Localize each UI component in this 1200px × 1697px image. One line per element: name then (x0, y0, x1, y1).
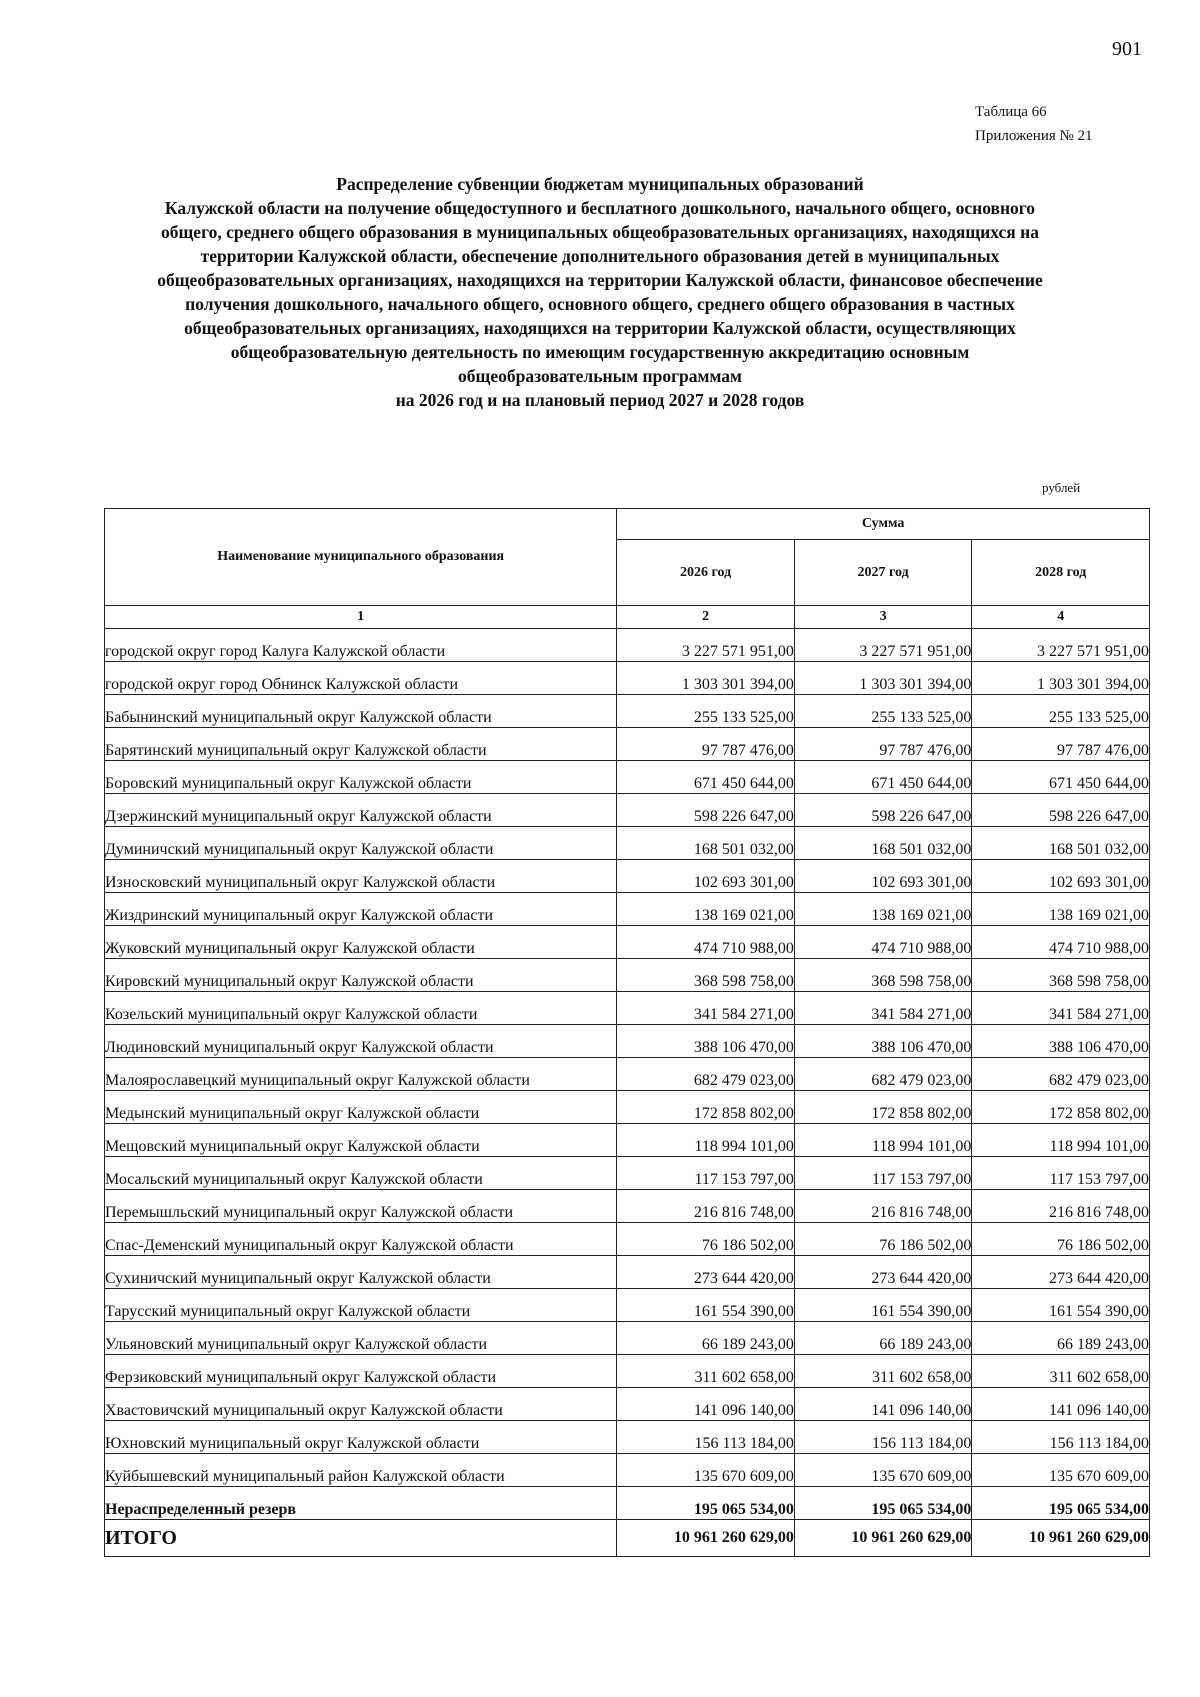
header-name: Наименование муниципального образования (105, 509, 617, 606)
column-number: 2 (617, 606, 795, 629)
table-row (105, 1157, 1150, 1190)
amount-2026: 135 670 609,00 (617, 1454, 795, 1487)
amount-2026: 97 787 476,00 (617, 728, 795, 761)
amount-2027: 118 994 101,00 (794, 1124, 972, 1157)
amount-2027: 76 186 502,00 (794, 1223, 972, 1256)
amount-2028: 341 584 271,00 (972, 992, 1150, 1025)
table-row (105, 1058, 1150, 1091)
amount-2027: 682 479 023,00 (794, 1058, 972, 1091)
amount-2028: 311 602 658,00 (972, 1355, 1150, 1388)
amount-2026: 1 303 301 394,00 (617, 662, 795, 695)
amount-2028: 138 169 021,00 (972, 893, 1150, 926)
municipality-name: Медынский муниципальный округ Калужской области (105, 1091, 617, 1124)
amount-2028: 216 816 748,00 (972, 1190, 1150, 1223)
amount-2028: 598 226 647,00 (972, 794, 1150, 827)
amount-2026: 671 450 644,00 (617, 761, 795, 794)
amount-2027: 273 644 420,00 (794, 1256, 972, 1289)
amount-2028: 102 693 301,00 (972, 860, 1150, 893)
table-row (105, 1124, 1150, 1157)
municipality-name: Боровский муниципальный округ Калужской области (105, 761, 617, 794)
amount-2026: 682 479 023,00 (617, 1058, 795, 1091)
amount-2028: 161 554 390,00 (972, 1289, 1150, 1322)
table-row (105, 926, 1150, 959)
header-sum: Сумма (617, 509, 1150, 540)
amount-2026: 255 133 525,00 (617, 695, 795, 728)
total-label: ИТОГО (105, 1520, 617, 1557)
table-row (105, 1289, 1150, 1322)
table-row (105, 992, 1150, 1025)
amount-2026: 141 096 140,00 (617, 1388, 795, 1421)
amount-2027: 117 153 797,00 (794, 1157, 972, 1190)
column-numbers-row (105, 606, 1150, 629)
amount-2027: 368 598 758,00 (794, 959, 972, 992)
table-row (105, 794, 1150, 827)
title-line: общеобразовательных организациях, находящихся на территории Калужской области, финансовое обеспечение (157, 270, 1043, 290)
amount-2027: 156 113 184,00 (794, 1421, 972, 1454)
header-year-2028: 2028 год (972, 540, 1150, 606)
municipality-name: Бабынинский муниципальный округ Калужской области (105, 695, 617, 728)
table-row (105, 860, 1150, 893)
municipality-name: Спас-Деменский муниципальный округ Калужской области (105, 1223, 617, 1256)
municipality-name: Кировский муниципальный округ Калужской области (105, 959, 617, 992)
municipality-name: Мосальский муниципальный округ Калужской области (105, 1157, 617, 1190)
amount-2026: 311 602 658,00 (617, 1355, 795, 1388)
document-title (95, 172, 1105, 412)
amount-2028: 66 189 243,00 (972, 1322, 1150, 1355)
amount-2028: 3 227 571 951,00 (972, 629, 1150, 662)
column-number: 1 (105, 606, 617, 629)
municipality-name: Жиздринский муниципальный округ Калужской области (105, 893, 617, 926)
municipality-name: Износковский муниципальный округ Калужской области (105, 860, 617, 893)
amount-2026: 168 501 032,00 (617, 827, 795, 860)
municipality-name: Куйбышевский муниципальный район Калужской области (105, 1454, 617, 1487)
table-row (105, 1355, 1150, 1388)
amount-2027: 172 858 802,00 (794, 1091, 972, 1124)
title-line: Калужской области на получение общедоступного и бесплатного дошкольного, начального общего, основного (164, 198, 1036, 218)
amount-2026: 118 994 101,00 (617, 1124, 795, 1157)
amount-2028: 273 644 420,00 (972, 1256, 1150, 1289)
header-year-2026: 2026 год (617, 540, 795, 606)
reserve-row (105, 1487, 1150, 1520)
amount-2027: 66 189 243,00 (794, 1322, 972, 1355)
amount-2028: 135 670 609,00 (972, 1454, 1150, 1487)
amount-2027: 671 450 644,00 (794, 761, 972, 794)
amount-2027: 138 169 021,00 (794, 893, 972, 926)
amount-2027: 311 602 658,00 (794, 1355, 972, 1388)
table-number: Таблица 66 (975, 104, 1047, 120)
title-line: получения дошкольного, начального общего, основного общего, среднего общего образования в частных (185, 294, 1015, 314)
amount-2028: 172 858 802,00 (972, 1091, 1150, 1124)
reserve-2028: 195 065 534,00 (972, 1487, 1150, 1520)
reserve-2027: 195 065 534,00 (794, 1487, 972, 1520)
amount-2026: 76 186 502,00 (617, 1223, 795, 1256)
municipality-name: Сухиничский муниципальный округ Калужской области (105, 1256, 617, 1289)
amount-2026: 156 113 184,00 (617, 1421, 795, 1454)
municipality-name: Жуковский муниципальный округ Калужской области (105, 926, 617, 959)
total-row (105, 1520, 1150, 1557)
amount-2027: 102 693 301,00 (794, 860, 972, 893)
reserve-2026: 195 065 534,00 (617, 1487, 795, 1520)
total-2028: 10 961 260 629,00 (972, 1520, 1150, 1557)
table-row (105, 1091, 1150, 1124)
table-row (105, 728, 1150, 761)
title-line: Распределение субвенции бюджетам муниципальных образований (336, 174, 864, 194)
table-row (105, 827, 1150, 860)
amount-2028: 1 303 301 394,00 (972, 662, 1150, 695)
table-row (105, 1421, 1150, 1454)
amount-2028: 682 479 023,00 (972, 1058, 1150, 1091)
municipality-name: Юхновский муниципальный округ Калужской области (105, 1421, 617, 1454)
amount-2028: 118 994 101,00 (972, 1124, 1150, 1157)
municipality-name: городской округ город Обнинск Калужской области (105, 662, 617, 695)
column-number: 4 (972, 606, 1150, 629)
table-row (105, 893, 1150, 926)
municipality-name: городской округ город Калуга Калужской области (105, 629, 617, 662)
amount-2028: 671 450 644,00 (972, 761, 1150, 794)
amount-2028: 168 501 032,00 (972, 827, 1150, 860)
municipality-name: Барятинский муниципальный округ Калужской области (105, 728, 617, 761)
amount-2026: 138 169 021,00 (617, 893, 795, 926)
title-line: общего, среднего общего образования в муниципальных общеобразовательных организациях, находящихся на (161, 222, 1039, 242)
municipality-name: Тарусский муниципальный округ Калужской области (105, 1289, 617, 1322)
amount-2028: 156 113 184,00 (972, 1421, 1150, 1454)
table-row (105, 1025, 1150, 1058)
title-line: общеобразовательных организациях, находящихся на территории Калужской области, осуществляющих (184, 318, 1016, 338)
amount-2027: 3 227 571 951,00 (794, 629, 972, 662)
municipality-name: Малоярославецкий муниципальный округ Калужской области (105, 1058, 617, 1091)
amount-2028: 474 710 988,00 (972, 926, 1150, 959)
amount-2028: 117 153 797,00 (972, 1157, 1150, 1190)
amount-2026: 273 644 420,00 (617, 1256, 795, 1289)
title-line: территории Калужской области, обеспечение дополнительного образования детей в муниципальных (200, 246, 1000, 266)
municipality-name: Перемышльский муниципальный округ Калужской области (105, 1190, 617, 1223)
total-2026: 10 961 260 629,00 (617, 1520, 795, 1557)
amount-2027: 1 303 301 394,00 (794, 662, 972, 695)
amount-2026: 598 226 647,00 (617, 794, 795, 827)
amount-2027: 474 710 988,00 (794, 926, 972, 959)
municipality-name: Хвастовичский муниципальный округ Калужской области (105, 1388, 617, 1421)
amount-2027: 168 501 032,00 (794, 827, 972, 860)
table-row (105, 1223, 1150, 1256)
table-row (105, 1190, 1150, 1223)
amount-2026: 3 227 571 951,00 (617, 629, 795, 662)
table-row (105, 1454, 1150, 1487)
amount-2026: 474 710 988,00 (617, 926, 795, 959)
amount-2026: 216 816 748,00 (617, 1190, 795, 1223)
amount-2026: 102 693 301,00 (617, 860, 795, 893)
title-line: общеобразовательным программам (458, 366, 742, 386)
municipality-name: Думиничский муниципальный округ Калужской области (105, 827, 617, 860)
units-label: рублей (1042, 480, 1081, 495)
amount-2026: 172 858 802,00 (617, 1091, 795, 1124)
amount-2027: 141 096 140,00 (794, 1388, 972, 1421)
amount-2026: 66 189 243,00 (617, 1322, 795, 1355)
amount-2028: 255 133 525,00 (972, 695, 1150, 728)
column-number: 3 (794, 606, 972, 629)
header-year-2027: 2027 год (794, 540, 972, 606)
municipality-name: Людиновский муниципальный округ Калужской области (105, 1025, 617, 1058)
table-row (105, 662, 1150, 695)
table-row (105, 1388, 1150, 1421)
amount-2028: 368 598 758,00 (972, 959, 1150, 992)
amount-2027: 598 226 647,00 (794, 794, 972, 827)
appendix-number: Приложения № 21 (975, 128, 1093, 144)
amount-2026: 117 153 797,00 (617, 1157, 795, 1190)
amount-2028: 388 106 470,00 (972, 1025, 1150, 1058)
municipality-name: Мещовский муниципальный округ Калужской области (105, 1124, 617, 1157)
title-line: общеобразовательную деятельность по имеющим государственную аккредитацию основным (230, 342, 970, 362)
amount-2026: 368 598 758,00 (617, 959, 795, 992)
amount-2026: 341 584 271,00 (617, 992, 795, 1025)
table-row (105, 695, 1150, 728)
amount-2028: 76 186 502,00 (972, 1223, 1150, 1256)
total-2027: 10 961 260 629,00 (794, 1520, 972, 1557)
table-reference (975, 100, 1093, 148)
table-row (105, 761, 1150, 794)
amount-2028: 97 787 476,00 (972, 728, 1150, 761)
amount-2027: 97 787 476,00 (794, 728, 972, 761)
amount-2026: 388 106 470,00 (617, 1025, 795, 1058)
amount-2028: 141 096 140,00 (972, 1388, 1150, 1421)
amount-2027: 388 106 470,00 (794, 1025, 972, 1058)
amount-2027: 216 816 748,00 (794, 1190, 972, 1223)
subsidy-table (104, 508, 1150, 1557)
municipality-name: Ульяновский муниципальный округ Калужской области (105, 1322, 617, 1355)
amount-2027: 135 670 609,00 (794, 1454, 972, 1487)
table-row (105, 1256, 1150, 1289)
amount-2027: 161 554 390,00 (794, 1289, 972, 1322)
amount-2026: 161 554 390,00 (617, 1289, 795, 1322)
municipality-name: Козельский муниципальный округ Калужской области (105, 992, 617, 1025)
table-row (105, 959, 1150, 992)
page-number: 901 (1112, 38, 1142, 60)
municipality-name: Дзержинский муниципальный округ Калужской области (105, 794, 617, 827)
table-row (105, 629, 1150, 662)
amount-2027: 255 133 525,00 (794, 695, 972, 728)
reserve-label: Нераспределенный резерв (105, 1487, 617, 1520)
municipality-name: Ферзиковский муниципальный округ Калужской области (105, 1355, 617, 1388)
amount-2027: 341 584 271,00 (794, 992, 972, 1025)
title-line: на 2026 год и на плановый период 2027 и 2028 годов (395, 390, 805, 410)
table-row (105, 1322, 1150, 1355)
